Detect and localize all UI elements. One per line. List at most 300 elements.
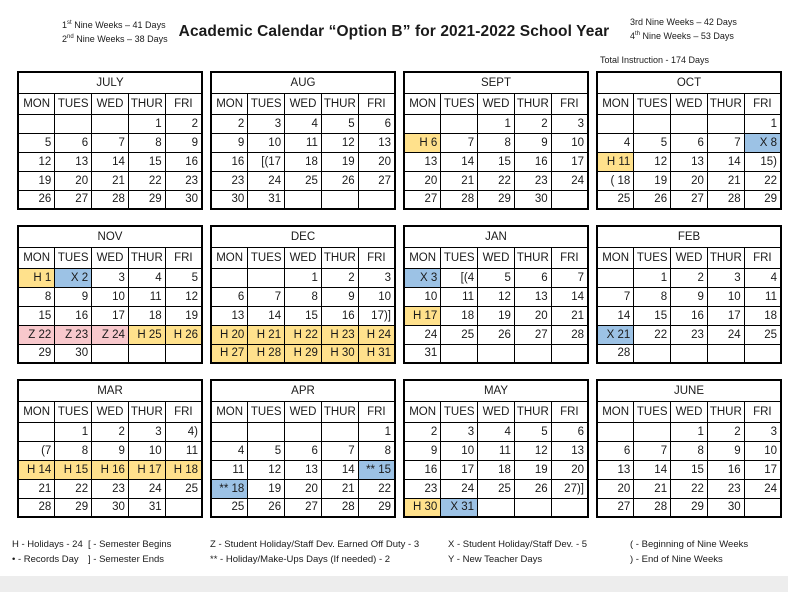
calendar-cell: 2: [165, 114, 202, 133]
calendar-cell: 16: [321, 306, 358, 325]
calendar-cell: 15: [478, 152, 515, 171]
calendar-may: [403, 379, 589, 518]
calendar-cell: X 3: [404, 268, 441, 287]
calendar-cell: 4): [165, 422, 202, 441]
calendar-cell: [211, 422, 248, 441]
calendar-cell: 28: [551, 325, 588, 344]
calendar-cell: 10: [128, 441, 165, 460]
calendar-cell: 11: [744, 287, 781, 306]
calendar-cell: 2: [514, 114, 551, 133]
calendar-cell: 17: [92, 306, 129, 325]
calendar-cell: 27: [404, 190, 441, 209]
calendar-cell: 23: [707, 479, 744, 498]
day-header: THUR: [128, 247, 165, 268]
calendar-cell: [92, 114, 129, 133]
calendar-cell: 19: [634, 171, 671, 190]
calendar-cell: [321, 422, 358, 441]
calendar-cell: [404, 114, 441, 133]
calendar-cell: 9: [321, 287, 358, 306]
calendar-cell: H 27: [211, 344, 248, 363]
legend-student-holiday-staff-dev: X - Student Holiday/Staff Dev. - 5: [448, 539, 588, 550]
calendar-cell: 9: [55, 287, 92, 306]
calendar-cell: 14: [551, 287, 588, 306]
calendar-cell: 12: [514, 441, 551, 460]
legend-semester-ends: ] - Semester Ends: [88, 553, 165, 565]
calendar-cell: H 25: [128, 325, 165, 344]
calendar-cell: 4: [285, 114, 322, 133]
day-header: THUR: [707, 93, 744, 114]
calendar-cell: 12: [478, 287, 515, 306]
calendar-cell: 8: [128, 133, 165, 152]
calendar-cell: 3: [744, 422, 781, 441]
calendar-cell: 19: [248, 479, 285, 498]
legend-semester-begins: [ - Semester Begins: [88, 539, 172, 550]
calendar-cell: 19: [514, 460, 551, 479]
day-header: TUES: [441, 247, 478, 268]
calendar-cell: [248, 268, 285, 287]
legend-beginning-nine-weeks: ( - Beginning of Nine Weeks: [630, 539, 749, 550]
calendar-cell: 13: [285, 460, 322, 479]
calendar-cell: 7: [597, 287, 634, 306]
calendar-cell: 17: [551, 152, 588, 171]
calendar-cell: 6: [358, 114, 395, 133]
calendar-cell: 1: [358, 422, 395, 441]
calendar-cell: 16: [514, 152, 551, 171]
calendar-cell: [671, 344, 708, 363]
calendar-cell: 7: [248, 287, 285, 306]
calendar-cell: 5: [248, 441, 285, 460]
calendar-cell: 8: [55, 441, 92, 460]
month-title: MAR: [18, 380, 202, 401]
calendar-cell: [128, 344, 165, 363]
day-header: WED: [671, 401, 708, 422]
day-header: TUES: [441, 93, 478, 114]
calendar-cell: 24: [707, 325, 744, 344]
calendar-cell: 13: [671, 152, 708, 171]
calendar-cell: 26: [478, 325, 515, 344]
calendar-cell: [478, 344, 515, 363]
calendar-cell: 24: [441, 479, 478, 498]
calendar-cell: 15: [285, 306, 322, 325]
calendar-cell: 22: [55, 479, 92, 498]
calendar-cell: 10: [744, 441, 781, 460]
calendar-cell: 14: [248, 306, 285, 325]
day-header: THUR: [707, 401, 744, 422]
calendar-cell: X 21: [597, 325, 634, 344]
calendar-cell: H 17: [404, 306, 441, 325]
calendar-cell: 4: [211, 441, 248, 460]
calendar-cell: 18: [128, 306, 165, 325]
calendar-cell: 6: [514, 268, 551, 287]
calendar-cell: 10: [404, 287, 441, 306]
legend-records-day: • - Records Day: [12, 553, 79, 565]
calendar-cell: 21: [321, 479, 358, 498]
calendar-cell: 23: [211, 171, 248, 190]
day-header: WED: [671, 93, 708, 114]
day-header: FRI: [744, 93, 781, 114]
day-header: MON: [597, 93, 634, 114]
month-title: OCT: [597, 72, 781, 93]
calendar-cell: 20: [285, 479, 322, 498]
calendar-cell: [634, 422, 671, 441]
day-header: TUES: [55, 247, 92, 268]
calendar-cell: [744, 498, 781, 517]
month-title: APR: [211, 380, 395, 401]
calendar-cell: [165, 344, 202, 363]
calendar-cell: 11: [441, 287, 478, 306]
calendar-cell: 27: [285, 498, 322, 517]
calendar-cell: 13: [404, 152, 441, 171]
day-header: FRI: [744, 247, 781, 268]
calendar-cell: 9: [707, 441, 744, 460]
calendar-cell: 28: [92, 190, 129, 209]
calendar-cell: 4: [478, 422, 515, 441]
calendar-cell: 1: [671, 422, 708, 441]
month-title: FEB: [597, 226, 781, 247]
calendar-cell: 24: [551, 171, 588, 190]
calendar-cell: 9: [165, 133, 202, 152]
calendar-cell: 2: [707, 422, 744, 441]
calendar-cell: [514, 498, 551, 517]
day-header: WED: [478, 401, 515, 422]
calendar-cell: 23: [165, 171, 202, 190]
legend-end-nine-weeks: ) - End of Nine Weeks: [630, 553, 723, 565]
day-header: TUES: [248, 401, 285, 422]
calendar-cell: [165, 498, 202, 517]
calendar-cell: 16: [55, 306, 92, 325]
calendar-cell: 24: [128, 479, 165, 498]
calendar-cell: 28: [321, 498, 358, 517]
calendar-cell: 15: [634, 306, 671, 325]
legend-semester: [88, 538, 171, 567]
day-header: WED: [478, 93, 515, 114]
calendar-cell: 12: [321, 133, 358, 152]
day-header: WED: [285, 247, 322, 268]
calendar-cell: 14: [634, 460, 671, 479]
legend-new-teacher-days: Y - New Teacher Days: [448, 553, 543, 565]
calendar-cell: [285, 422, 322, 441]
second-nine-weeks: 2nd Nine Weeks – 38 Days: [62, 34, 168, 44]
day-header: TUES: [634, 247, 671, 268]
calendar-cell: 10: [248, 133, 285, 152]
day-header: THUR: [321, 93, 358, 114]
calendar-cell: 19: [165, 306, 202, 325]
calendar-cell: 30: [211, 190, 248, 209]
calendar-cell: 16: [404, 460, 441, 479]
calendar-cell: 10: [441, 441, 478, 460]
calendar-cell: 31: [128, 498, 165, 517]
day-header: MON: [18, 93, 55, 114]
day-header: TUES: [634, 93, 671, 114]
calendar-aug: [210, 71, 396, 210]
calendar-cell: H 1: [18, 268, 55, 287]
calendar-cell: [707, 344, 744, 363]
day-header: FRI: [165, 93, 202, 114]
calendar-cell: 12: [18, 152, 55, 171]
calendar-cell: H 29: [285, 344, 322, 363]
day-header: FRI: [551, 93, 588, 114]
calendar-cell: 28: [18, 498, 55, 517]
calendar-cell: 4: [597, 133, 634, 152]
calendar-cell: 30: [707, 498, 744, 517]
day-header: FRI: [358, 93, 395, 114]
calendar-cell: [321, 190, 358, 209]
calendar-cell: 29: [478, 190, 515, 209]
day-header: MON: [211, 247, 248, 268]
calendar-cell: 24: [744, 479, 781, 498]
calendar-cell: 13: [514, 287, 551, 306]
calendar-cell: 16: [211, 152, 248, 171]
calendar-cell: 1: [744, 114, 781, 133]
calendar-cell: [18, 422, 55, 441]
month-title: SEPT: [404, 72, 588, 93]
day-header: THUR: [514, 401, 551, 422]
calendar-cell: [211, 268, 248, 287]
calendar-cell: [551, 498, 588, 517]
calendar-cell: [634, 344, 671, 363]
calendar-cell: 2: [404, 422, 441, 441]
calendar-cell: 30: [92, 498, 129, 517]
calendar-cell: 20: [514, 306, 551, 325]
calendar-cell: 16: [671, 306, 708, 325]
calendar-cell: 11: [285, 133, 322, 152]
calendar-cell: 31: [404, 344, 441, 363]
calendar-cell: H 18: [165, 460, 202, 479]
calendar-cell: 28: [597, 344, 634, 363]
calendar-cell: 10: [358, 287, 395, 306]
calendar-grid: [17, 71, 782, 518]
calendar-cell: 1: [55, 422, 92, 441]
calendar-cell: 5: [478, 268, 515, 287]
calendar-cell: 31: [248, 190, 285, 209]
calendar-cell: [(4: [441, 268, 478, 287]
legend-makeup-days: ** - Holiday/Make-Ups Days (If needed) - 2: [210, 553, 391, 565]
calendar-cell: ** 15: [358, 460, 395, 479]
calendar-cell: 15: [128, 152, 165, 171]
day-header: WED: [285, 93, 322, 114]
calendar-cell: 5: [514, 422, 551, 441]
calendar-cell: 7: [92, 133, 129, 152]
calendar-cell: 4: [128, 268, 165, 287]
month-title: AUG: [211, 72, 395, 93]
calendar-cell: 22: [478, 171, 515, 190]
calendar-cell: 28: [441, 190, 478, 209]
calendar-cell: 22: [671, 479, 708, 498]
day-header: MON: [404, 401, 441, 422]
calendar-cell: 29: [18, 344, 55, 363]
calendar-cell: 9: [92, 441, 129, 460]
calendar-cell: [551, 190, 588, 209]
calendar-cell: 13: [358, 133, 395, 152]
legend-staff-dev: [210, 538, 419, 567]
third-nine-weeks: 3rd Nine Weeks – 42 Days: [630, 17, 737, 27]
calendar-cell: 20: [404, 171, 441, 190]
calendar-cell: 7: [707, 133, 744, 152]
calendar-cell: 2: [671, 268, 708, 287]
calendar-cell: X 2: [55, 268, 92, 287]
day-header: TUES: [248, 247, 285, 268]
calendar-cell: Z 24: [92, 325, 129, 344]
calendar-cell: 9: [514, 133, 551, 152]
calendar-cell: 27: [55, 190, 92, 209]
day-header: MON: [404, 93, 441, 114]
legend-student-holiday: [448, 538, 587, 567]
calendar-feb: [596, 225, 782, 364]
calendar-cell: 6: [551, 422, 588, 441]
calendar-cell: 25: [597, 190, 634, 209]
calendar-jan: [403, 225, 589, 364]
day-header: FRI: [744, 401, 781, 422]
calendar-cell: 8: [634, 287, 671, 306]
calendar-cell: 19: [18, 171, 55, 190]
calendar-cell: 22: [128, 171, 165, 190]
calendar-cell: 19: [478, 306, 515, 325]
calendar-cell: 15): [744, 152, 781, 171]
month-title: MAY: [404, 380, 588, 401]
calendar-cell: H 6: [404, 133, 441, 152]
calendar-cell: 24: [404, 325, 441, 344]
calendar-cell: H 16: [92, 460, 129, 479]
calendar-cell: 14: [321, 460, 358, 479]
calendar-cell: 21: [92, 171, 129, 190]
day-header: MON: [211, 93, 248, 114]
calendar-cell: 3: [358, 268, 395, 287]
calendar-cell: 27: [358, 171, 395, 190]
calendar-cell: 21: [551, 306, 588, 325]
calendar-cell: 23: [404, 479, 441, 498]
day-header: THUR: [128, 93, 165, 114]
calendar-cell: 20: [551, 460, 588, 479]
calendar-cell: [707, 114, 744, 133]
calendar-cell: 4: [744, 268, 781, 287]
calendar-cell: [597, 422, 634, 441]
calendar-cell: 7: [551, 268, 588, 287]
calendar-cell: 3: [707, 268, 744, 287]
calendar-cell: H 11: [597, 152, 634, 171]
calendar-cell: H 14: [18, 460, 55, 479]
month-title: JULY: [18, 72, 202, 93]
calendar-cell: 17: [707, 306, 744, 325]
calendar-cell: 9: [404, 441, 441, 460]
calendar-cell: 29: [744, 190, 781, 209]
calendar-cell: 22: [358, 479, 395, 498]
month-title: DEC: [211, 226, 395, 247]
calendar-cell: 3: [248, 114, 285, 133]
legend-earned-off-duty: Z - Student Holiday/Staff Dev. Earned Off Duty - 3: [210, 539, 420, 550]
calendar-cell: [634, 114, 671, 133]
calendar-cell: 29: [128, 190, 165, 209]
calendar-cell: 28: [707, 190, 744, 209]
calendar-cell: 25: [285, 171, 322, 190]
calendar-cell: 17)]: [358, 306, 395, 325]
calendar-cell: [441, 344, 478, 363]
calendar-cell: 13: [597, 460, 634, 479]
day-header: MON: [18, 247, 55, 268]
calendar-cell: 20: [597, 479, 634, 498]
calendar-cell: 20: [55, 171, 92, 190]
calendar-cell: 15: [18, 306, 55, 325]
calendar-cell: 6: [285, 441, 322, 460]
calendar-cell: 3: [92, 268, 129, 287]
calendar-cell: 5: [321, 114, 358, 133]
calendar-cell: [744, 344, 781, 363]
calendar-cell: 14: [707, 152, 744, 171]
day-header: WED: [92, 401, 129, 422]
calendar-cell: 16: [165, 152, 202, 171]
calendar-july: [17, 71, 203, 210]
calendar-cell: 2: [211, 114, 248, 133]
day-header: FRI: [358, 247, 395, 268]
calendar-cell: [18, 114, 55, 133]
calendar-cell: 14: [441, 152, 478, 171]
calendar-cell: 25: [441, 325, 478, 344]
calendar-cell: 27)]: [551, 479, 588, 498]
calendar-dec: [210, 225, 396, 364]
calendar-cell: 8: [358, 441, 395, 460]
day-header: TUES: [634, 401, 671, 422]
calendar-cell: 28: [634, 498, 671, 517]
calendar-cell: 6: [597, 441, 634, 460]
month-title: JUNE: [597, 380, 781, 401]
calendar-cell: 18: [441, 306, 478, 325]
calendar-cell: 21: [18, 479, 55, 498]
calendar-cell: H 26: [165, 325, 202, 344]
day-header: THUR: [707, 247, 744, 268]
nine-weeks-summary-right: [630, 14, 737, 42]
calendar-cell: X 8: [744, 133, 781, 152]
calendar-cell: [(17: [248, 152, 285, 171]
calendar-cell: 12: [248, 460, 285, 479]
calendar-cell: 2: [321, 268, 358, 287]
calendar-cell: 21: [707, 171, 744, 190]
calendar-cell: 23: [671, 325, 708, 344]
calendar-cell: 2: [92, 422, 129, 441]
calendar-cell: Z 23: [55, 325, 92, 344]
fourth-nine-weeks: 4th Nine Weeks – 53 Days: [630, 31, 734, 41]
calendar-cell: 3: [441, 422, 478, 441]
calendar-cell: 19: [321, 152, 358, 171]
first-nine-weeks: 1st Nine Weeks – 41 Days: [62, 20, 166, 30]
page-edge-shadow: [0, 576, 788, 592]
calendar-cell: 16: [707, 460, 744, 479]
calendar-cell: H 28: [248, 344, 285, 363]
calendar-cell: H 23: [321, 325, 358, 344]
calendar-cell: 20: [358, 152, 395, 171]
day-header: TUES: [441, 401, 478, 422]
calendar-cell: H 15: [55, 460, 92, 479]
calendar-cell: 26: [634, 190, 671, 209]
calendar-cell: 13: [55, 152, 92, 171]
legend-holidays: H - Holidays - 24: [12, 539, 83, 550]
calendar-cell: 26: [248, 498, 285, 517]
calendar-cell: H 31: [358, 344, 395, 363]
calendar-cell: 22: [634, 325, 671, 344]
day-header: WED: [285, 401, 322, 422]
calendar-cell: [92, 344, 129, 363]
calendar-cell: 3: [551, 114, 588, 133]
calendar-cell: 25: [478, 479, 515, 498]
day-header: TUES: [248, 93, 285, 114]
day-header: WED: [92, 247, 129, 268]
month-title: JAN: [404, 226, 588, 247]
calendar-cell: X 31: [441, 498, 478, 517]
calendar-cell: H 30: [404, 498, 441, 517]
calendar-cell: H 21: [248, 325, 285, 344]
calendar-cell: Z 22: [18, 325, 55, 344]
day-header: MON: [18, 401, 55, 422]
day-header: FRI: [358, 401, 395, 422]
calendar-cell: 7: [441, 133, 478, 152]
